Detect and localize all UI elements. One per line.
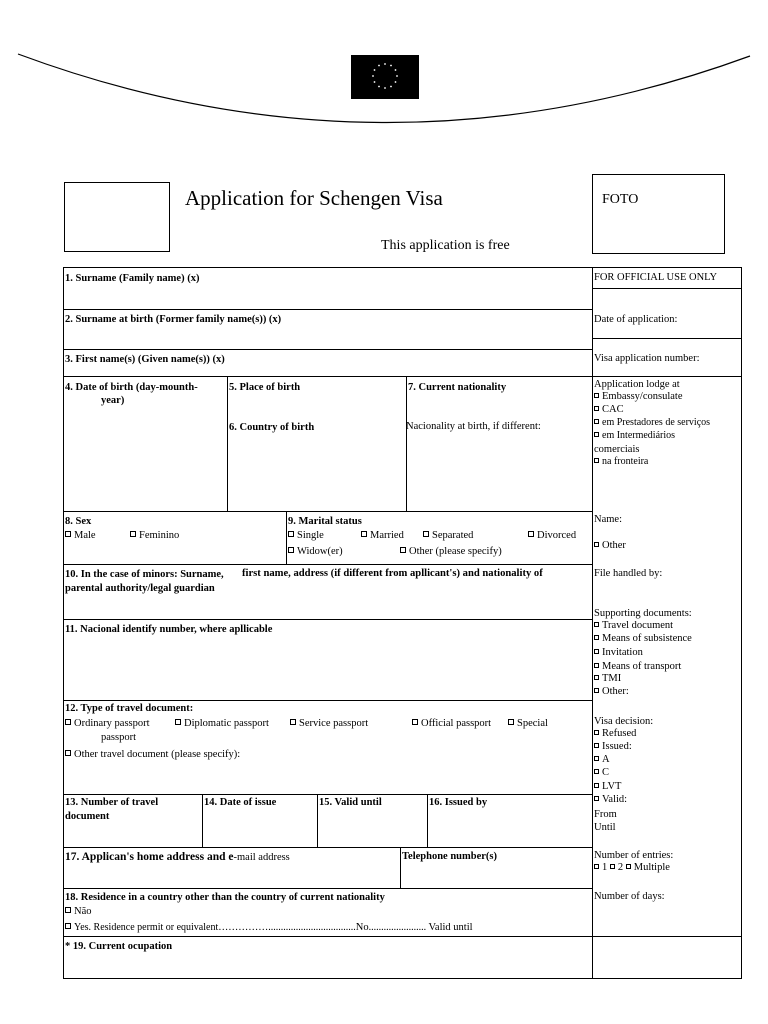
field-place-of-birth[interactable]: 5. Place of birth bbox=[229, 382, 301, 393]
col-divider bbox=[286, 511, 287, 564]
col-divider bbox=[400, 847, 401, 888]
page-title: Application for Schengen Visa bbox=[185, 186, 443, 210]
official-decision-issued: Issued: bbox=[594, 741, 632, 753]
checkbox-icon bbox=[594, 458, 599, 463]
stamp-box bbox=[64, 182, 170, 252]
field-minors-cont: first name, address (if different from apllicant's) and nationality of bbox=[242, 568, 543, 579]
row-divider bbox=[63, 309, 592, 310]
checkbox-icon bbox=[594, 393, 599, 398]
official-application-number: Visa application number: bbox=[594, 353, 700, 364]
field-first-names[interactable]: 3. First name(s) (Given name(s)) (x) bbox=[65, 354, 225, 365]
col-divider bbox=[227, 376, 228, 511]
checkbox-icon[interactable] bbox=[65, 531, 71, 537]
option-male[interactable]: Male bbox=[65, 530, 96, 542]
col-divider bbox=[406, 376, 407, 511]
official-lodged-cac: CAC bbox=[594, 404, 624, 416]
checkbox-icon[interactable] bbox=[130, 531, 136, 537]
field-national-id[interactable]: 11. Nacional identify number, where apllicable bbox=[65, 624, 273, 635]
official-lodged-intermediarios: em Intermediários bbox=[594, 430, 675, 442]
checkbox-icon[interactable] bbox=[65, 750, 71, 756]
checkbox-icon[interactable] bbox=[65, 907, 71, 913]
official-divider-line bbox=[592, 936, 742, 937]
official-name: Name: bbox=[594, 514, 622, 525]
checkbox-icon[interactable] bbox=[288, 547, 294, 553]
checkbox-icon[interactable] bbox=[508, 719, 514, 725]
checkbox-icon bbox=[594, 663, 599, 668]
official-lodged-comerciais: comerciais bbox=[594, 444, 640, 455]
field-telephone[interactable]: Telephone number(s) bbox=[402, 851, 497, 862]
option-special-passport-cont: passport bbox=[101, 732, 136, 743]
official-file-handled: File handled by: bbox=[594, 568, 663, 579]
official-lodged-fronteira: na fronteira bbox=[594, 456, 648, 468]
row-divider bbox=[63, 376, 592, 377]
field-valid-until[interactable]: 15. Valid until bbox=[319, 797, 382, 808]
field-home-address[interactable]: 17. Applican's home address and e-mail address bbox=[65, 851, 290, 863]
option-ordinary-passport[interactable]: Ordinary passport bbox=[65, 718, 150, 730]
official-other: Other bbox=[594, 540, 626, 552]
official-decision-lvt: LVT bbox=[594, 781, 621, 793]
field-travel-doc-number[interactable]: 13. Number of travel bbox=[65, 797, 159, 808]
field-residence: 18. Residence in a country other than the country of current nationality bbox=[65, 892, 385, 903]
field-travel-doc-type: 12. Type of travel document: bbox=[65, 703, 194, 714]
official-lodged-at: Application lodge at bbox=[594, 379, 680, 390]
field-minors-cont2: parental authority/legal guardian bbox=[65, 583, 215, 594]
row-divider bbox=[63, 619, 592, 620]
official-supporting-invitation: Invitation bbox=[594, 647, 643, 659]
option-separated[interactable]: Separated bbox=[423, 530, 473, 542]
option-single[interactable]: Single bbox=[288, 530, 324, 542]
checkbox-icon bbox=[594, 432, 599, 437]
official-lodged-embassy: Embassy/consulate bbox=[594, 391, 682, 403]
official-decision-valid: Valid: bbox=[594, 794, 627, 806]
photo-label: FOTO bbox=[602, 192, 639, 207]
option-other-travel-doc[interactable]: Other travel document (please specify): bbox=[65, 749, 240, 761]
checkbox-icon bbox=[594, 743, 599, 748]
option-feminino[interactable]: Feminino bbox=[130, 530, 179, 542]
official-divider-line bbox=[592, 338, 742, 339]
row-divider bbox=[63, 700, 592, 701]
checkbox-icon bbox=[594, 769, 599, 774]
official-visa-decision: Visa decision: bbox=[594, 716, 654, 727]
checkbox-icon[interactable] bbox=[290, 719, 296, 725]
option-divorced[interactable]: Divorced bbox=[528, 530, 576, 542]
official-entries-options: 1 2 Multiple bbox=[594, 862, 670, 874]
option-widow[interactable]: Widow(er) bbox=[288, 546, 343, 558]
checkbox-icon bbox=[594, 796, 599, 801]
checkbox-icon[interactable] bbox=[65, 923, 71, 929]
option-diplomatic-passport[interactable]: Diplomatic passport bbox=[175, 718, 269, 730]
checkbox-icon[interactable] bbox=[412, 719, 418, 725]
official-decision-a: A bbox=[594, 754, 610, 766]
field-minors[interactable]: 10. In the case of minors: Surname, bbox=[65, 569, 224, 580]
checkbox-icon bbox=[594, 419, 599, 424]
field-current-nationality[interactable]: 7. Current nationality bbox=[408, 382, 507, 393]
field-date-of-issue[interactable]: 14. Date of issue bbox=[204, 797, 277, 808]
checkbox-icon[interactable] bbox=[65, 719, 71, 725]
field-date-of-birth-cont: year) bbox=[101, 395, 125, 406]
checkbox-icon bbox=[594, 649, 599, 654]
field-issued-by[interactable]: 16. Issued by bbox=[429, 797, 488, 808]
checkbox-icon[interactable] bbox=[423, 531, 429, 537]
free-note: This application is free bbox=[381, 238, 510, 253]
official-entries: Number of entries: bbox=[594, 850, 674, 861]
field-surname[interactable]: 1. Surname (Family name) (x) bbox=[65, 273, 200, 284]
field-surname-at-birth[interactable]: 2. Surname at birth (Former family name(s)) (x) bbox=[65, 314, 282, 325]
official-days: Number of days: bbox=[594, 891, 665, 902]
checkbox-icon bbox=[594, 675, 599, 680]
field-current-occupation[interactable]: * 19. Current ocupation bbox=[65, 941, 173, 952]
option-official-passport[interactable]: Official passport bbox=[412, 718, 491, 730]
row-divider bbox=[63, 564, 592, 565]
row-divider bbox=[63, 794, 592, 795]
checkbox-icon[interactable] bbox=[361, 531, 367, 537]
official-supporting-subsistence: Means of subsistence bbox=[594, 633, 692, 645]
option-other-marital[interactable]: Other (please specify) bbox=[400, 546, 502, 558]
official-divider bbox=[592, 267, 593, 979]
official-supporting-docs: Supporting documents: bbox=[594, 608, 692, 619]
row-divider bbox=[63, 847, 592, 848]
official-supporting-other: Other: bbox=[594, 686, 629, 698]
col-divider bbox=[317, 794, 318, 847]
col-divider bbox=[202, 794, 203, 847]
official-supporting-travel-doc: Travel document bbox=[594, 620, 673, 632]
checkbox-icon[interactable] bbox=[288, 531, 294, 537]
row-divider bbox=[63, 511, 592, 512]
official-supporting-transport: Means of transport bbox=[594, 661, 681, 673]
official-divider-line bbox=[592, 376, 742, 377]
option-special-passport[interactable]: Special bbox=[508, 718, 548, 730]
checkbox-icon bbox=[610, 864, 615, 869]
eu-flag-icon bbox=[351, 55, 419, 99]
row-divider bbox=[63, 349, 592, 350]
field-country-of-birth[interactable]: 6. Country of birth bbox=[229, 422, 315, 433]
field-travel-doc-number-cont: document bbox=[65, 811, 110, 822]
checkbox-icon bbox=[594, 406, 599, 411]
official-date-of-application: Date of application: bbox=[594, 314, 678, 325]
checkbox-icon bbox=[594, 783, 599, 788]
official-divider-line bbox=[592, 288, 742, 289]
field-nationality-at-birth[interactable]: Nacionality at birth, if different: bbox=[406, 421, 541, 432]
field-marital-status: 9. Marital status bbox=[288, 516, 362, 527]
checkbox-icon bbox=[594, 864, 599, 869]
checkbox-icon bbox=[626, 864, 631, 869]
option-service-passport[interactable]: Service passport bbox=[290, 718, 368, 730]
option-residence-yes[interactable]: Yes. Residence permit or equivalent……………...................................No....................... Valid until bbox=[65, 922, 473, 934]
checkbox-icon[interactable] bbox=[528, 531, 534, 537]
option-residence-no[interactable]: Não bbox=[65, 906, 92, 918]
checkbox-icon bbox=[594, 688, 599, 693]
col-divider bbox=[427, 794, 428, 847]
official-lodged-prestadores: em Prestadores de serviços bbox=[594, 417, 710, 429]
checkbox-icon bbox=[594, 542, 599, 547]
checkbox-icon bbox=[594, 756, 599, 761]
option-married[interactable]: Married bbox=[361, 530, 404, 542]
checkbox-icon bbox=[594, 635, 599, 640]
official-header: FOR OFFICIAL USE ONLY bbox=[594, 272, 718, 283]
official-decision-refused: Refused bbox=[594, 728, 636, 740]
row-divider bbox=[63, 936, 592, 937]
photo-box[interactable] bbox=[592, 174, 725, 254]
row-divider bbox=[63, 888, 592, 889]
field-sex: 8. Sex bbox=[65, 516, 92, 527]
checkbox-icon[interactable] bbox=[400, 547, 406, 553]
official-until: Until bbox=[594, 822, 616, 833]
official-decision-c: C bbox=[594, 767, 609, 779]
official-supporting-tmi: TMI bbox=[594, 673, 621, 685]
checkbox-icon bbox=[594, 730, 599, 735]
field-date-of-birth[interactable]: 4. Date of birth (day-mounth- bbox=[65, 382, 198, 393]
checkbox-icon bbox=[594, 622, 599, 627]
official-from: From bbox=[594, 809, 617, 820]
checkbox-icon[interactable] bbox=[175, 719, 181, 725]
